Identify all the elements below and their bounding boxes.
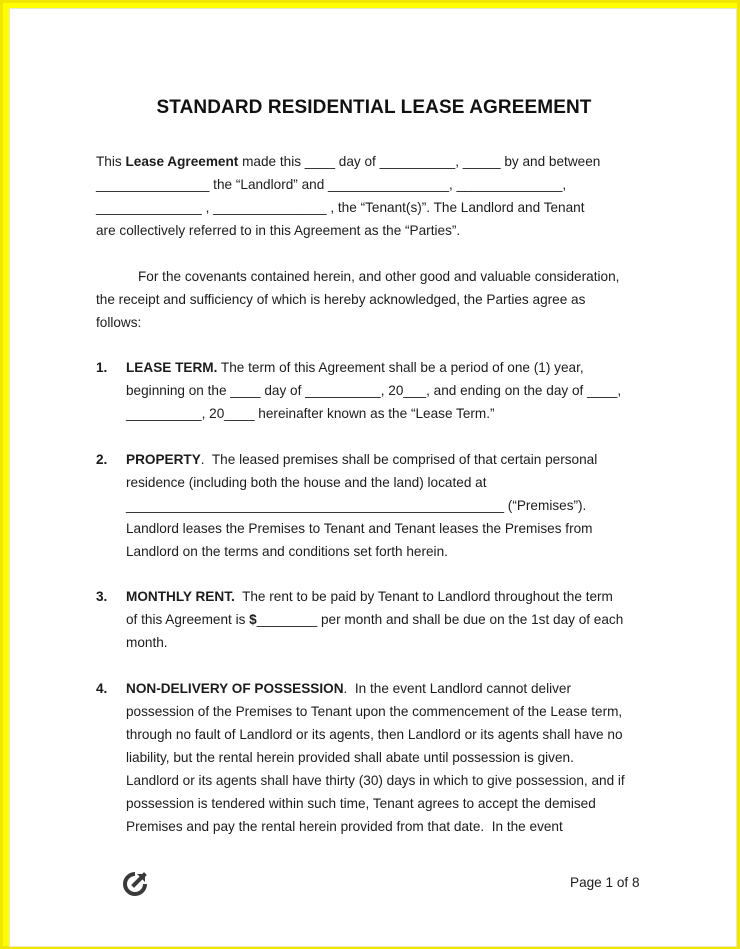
intro-line-1 <box>96 154 600 170</box>
dollar-sign: $ <box>249 612 257 627</box>
intro-line-2: _______________ the “Landlord” and ________________, ______________, <box>96 177 567 192</box>
consideration-line-2: the receipt and sufficiency of which is hereby acknowledged, the Parties agree as <box>96 292 586 307</box>
section-2-line-1 <box>126 452 597 468</box>
section-3-line-3: month. <box>126 635 168 650</box>
section-2-line-4: Landlord leases the Premises to Tenant and Tenant leases the Premises from <box>126 521 593 536</box>
intro-line-3: ______________ , _______________ , the “Tenant(s)”. The Landlord and Tenant <box>96 200 585 215</box>
section-number: 3. <box>96 589 108 604</box>
section-4-line-2: possession of the Premises to Tenant upon the commencement of the Lease term, <box>126 704 623 719</box>
section-number: 4. <box>96 681 108 696</box>
intro-text: made this ____ day of __________, _____ by and between <box>238 154 601 169</box>
section-4-line-1 <box>126 681 571 697</box>
section-number: 1. <box>96 360 108 375</box>
section-heading: PROPERTY <box>126 452 201 467</box>
section-number: 2. <box>96 452 108 467</box>
page-number: Page 1 of 8 <box>570 875 640 890</box>
section-heading: LEASE TERM. <box>126 360 218 375</box>
section-text: of this Agreement is <box>126 612 250 627</box>
section-text: . The leased premises shall be comprised of that certain personal <box>200 452 598 467</box>
section-text: ________ per month and shall be due on the 1st day of each <box>256 612 624 627</box>
section-text: The rent to be paid by Tenant to Landlord throughout the term <box>234 589 613 604</box>
section-text: . In the event Landlord cannot deliver <box>343 681 572 696</box>
section-3-line-2 <box>126 612 623 628</box>
section-2-line-3: __________________________________________________ (“Premises”). <box>126 498 587 513</box>
section-2-line-2: residence (including both the house and the land) located at <box>126 475 487 490</box>
document-page <box>9 8 737 947</box>
section-heading: MONTHLY RENT. <box>126 589 235 604</box>
section-4-line-4: liability, but the rental herein provided shall abate until possession is given. <box>126 750 574 765</box>
consideration-line-1: For the covenants contained herein, and other good and valuable consideration, <box>138 269 620 284</box>
section-1-line-3: __________, 20____ hereinafter known as the “Lease Term.” <box>126 406 495 421</box>
section-4-line-6: possession is tendered within such time, Tenant agrees to accept the demised <box>126 796 596 811</box>
section-heading: NON-DELIVERY OF POSSESSION <box>126 681 344 696</box>
arrow-loop-logo-icon <box>122 871 148 897</box>
intro-bold-term: Lease Agreement <box>125 154 239 169</box>
section-4-line-5: Landlord or its agents shall have thirty (30) days in which to give possession, and if <box>126 773 625 788</box>
consideration-line-3: follows: <box>96 315 142 330</box>
section-3-line-1 <box>126 589 613 605</box>
section-1-line-1 <box>126 360 584 376</box>
document-title: STANDARD RESIDENTIAL LEASE AGREEMENT <box>156 97 592 118</box>
intro-line-4: are collectively referred to in this Agreement as the “Parties”. <box>96 223 461 238</box>
section-4-line-7: Premises and pay the rental herein provided from that date. In the event <box>126 819 563 834</box>
section-4-line-3: through no fault of Landlord or its agents, then Landlord or its agents shall have no <box>126 727 623 742</box>
section-1-line-2: beginning on the ____ day of __________, 20___, and ending on the day of ____, <box>126 383 622 398</box>
section-2-line-5: Landlord on the terms and conditions set forth herein. <box>126 544 448 559</box>
intro-text: This <box>96 154 126 169</box>
section-text: The term of this Agreement shall be a period of one (1) year, <box>217 360 584 375</box>
